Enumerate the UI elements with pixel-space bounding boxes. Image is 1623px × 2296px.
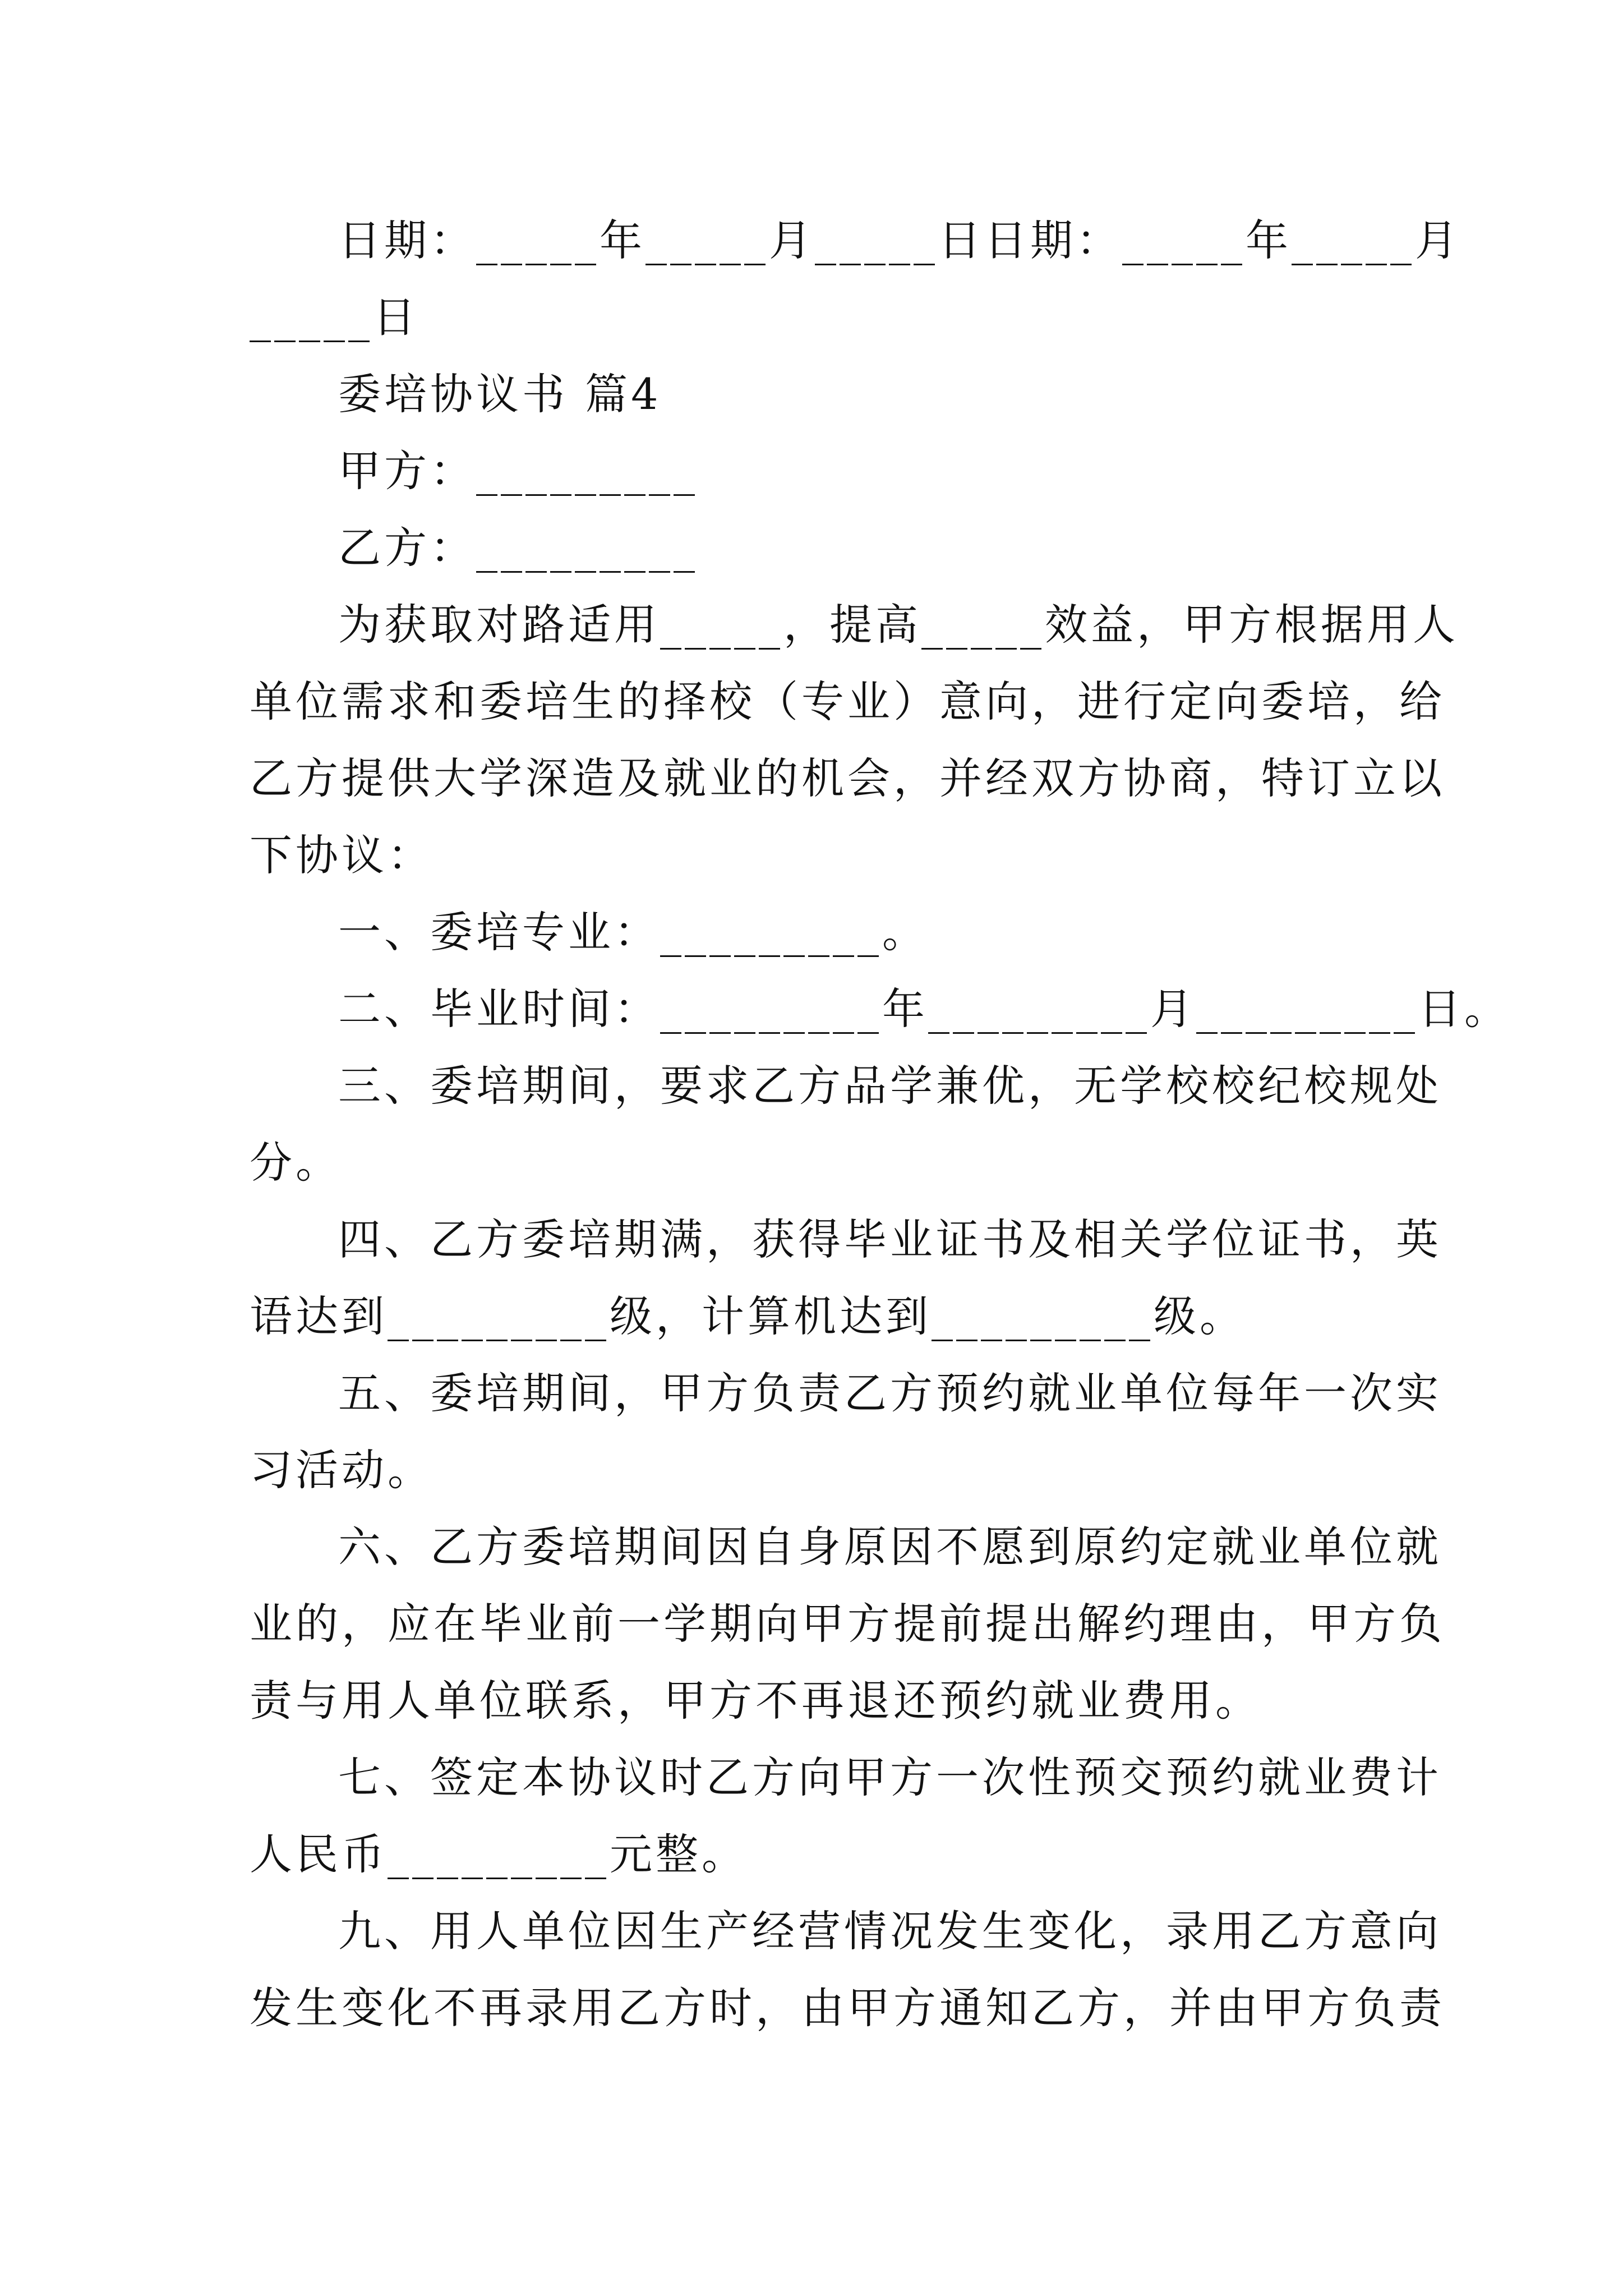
clause-line: 人民币_________元整。	[250, 1829, 748, 1879]
clause-line: 五、委培期间，甲方负责乙方预约就业单位每年一次实	[338, 1368, 1442, 1418]
paragraph-line: 单位需求和委培生的择校（专业）意向，进行定向委培，给	[250, 677, 1445, 726]
clause-line: 习活动。	[250, 1445, 434, 1495]
party-a-line: 甲方：_________	[338, 446, 698, 496]
party-b-line: 乙方：_________	[338, 523, 698, 573]
clause-line: 七、签定本协议时乙方向甲方一次性预交预约就业费计	[338, 1752, 1442, 1802]
clause-line: 责与用人单位联系，甲方不再退还预约就业费用。	[250, 1676, 1261, 1726]
date-line: 日期：_____年_____月_____日日期：_____年_____月	[338, 215, 1461, 265]
paragraph-line: 下协议：	[250, 830, 434, 880]
clause-line: 业的，应在毕业前一学期向甲方提前提出解约理由，甲方负	[250, 1599, 1445, 1649]
clause-line: 发生变化不再录用乙方时，由甲方通知乙方，并由甲方负责	[250, 1983, 1445, 2033]
clause-line: 分。	[250, 1138, 342, 1188]
clause-line: 语达到_________级，计算机达到_________级。	[250, 1291, 1246, 1341]
clause-line: 九、用人单位因生产经营情况发生变化，录用乙方意向	[338, 1906, 1442, 1956]
clause-line: 三、委培期间，要求乙方品学兼优，无学校校纪校规处	[338, 1061, 1442, 1111]
paragraph-line: 为获取对路适用_____，提高_____效益，甲方根据用人	[338, 600, 1459, 650]
document-body	[250, 202, 1510, 2046]
date-line-continued: _____日	[250, 292, 419, 342]
paragraph-line: 乙方提供大学深造及就业的机会，并经双方协商，特订立以	[250, 753, 1445, 803]
clause-line: 四、乙方委培期满，获得毕业证书及相关学位证书，英	[338, 1214, 1442, 1264]
clause-line: 一、委培专业：_________。	[338, 907, 928, 957]
clause-line: 六、乙方委培期间因自身原因不愿到原约定就业单位就	[338, 1522, 1442, 1572]
section-title: 委培协议书 篇4	[338, 369, 662, 419]
clause-line: 二、毕业时间：_________年_________月_________日。	[338, 984, 1510, 1034]
